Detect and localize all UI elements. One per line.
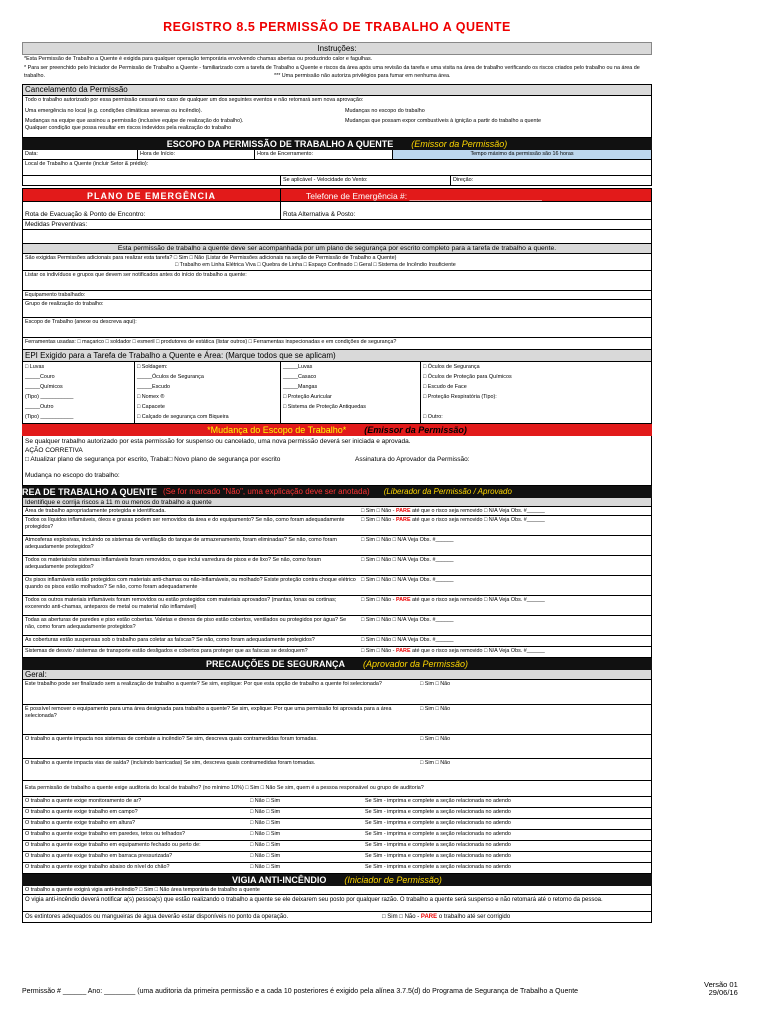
cancel-section xyxy=(22,84,652,96)
additional-permits-question[interactable]: São exigidas Permissões adicionais para realizar esta tarefa? □ Sim □ Não (Listar de Permissões adicionais na seção de Permissão de Trabalho a Quente) xyxy=(25,254,397,261)
area-item-text: Área de trabalho apropriadamente protegida e identificada. xyxy=(25,507,166,514)
work-type-options[interactable]: □ Não □ Sim xyxy=(250,808,281,815)
location-field[interactable]: Local de Trabalho a Quente (incluir Setor & prédio): xyxy=(25,160,149,167)
safety-plan-banner: Esta permissão de trabalho a quente deve ser acompanhada por um plano de segurança por escrito completo para a tarefa de trabalho a quente. xyxy=(117,244,557,252)
wind-direction-field[interactable]: Direção: xyxy=(453,176,474,183)
work-type-text: O trabalho a quente exige trabalho em paredes, tetos ou telhados? xyxy=(25,830,186,837)
instruction-line: * Para ser preenchido pelo Iniciador de Permissão de Trabalho a Quente - familiarizado com a tarefa de Trabalho a Quente e riscos da área após uma revisão da tarefa e uma visita na área de trabalho verificando os riscos criados pelo trabalho ou na área de trabalho. xyxy=(24,65,640,79)
cancel-bullet: Mudanças no escopo do trabalho xyxy=(345,107,425,114)
firewatch-question[interactable]: O trabalho a quente exigirá vigia anti-incêndio? □ Sim □ Não área temporária de trabalho a quente xyxy=(22,886,652,895)
area-item-text: Os pisos inflamáveis estão protegidos com materiais anti-chamas ou não-inflamáveis, ou molhado? Existe proteção contra choque elétrico quando os pisos estão molhados? Se não, como foram adequadamente xyxy=(25,576,356,590)
precaution-text: O trabalho a quente impacta vias de saída? (incluindo barricadas) Se sim, descreva quais contramedidas foram tomadas. xyxy=(25,759,316,766)
area-note: (Se for marcado "Não", uma explicação deve ser anotada) xyxy=(163,486,370,496)
precautions-header xyxy=(22,658,652,670)
additional-permits-options[interactable]: □ Trabalho em Linha Elétrica Viva □ Quebra de Linha □ Espaço Confinado □ Geral □ Sistema de Incêndio Insuficiente xyxy=(175,261,456,268)
permit-form xyxy=(22,14,652,923)
epi-col-welding[interactable]: □ Soldagem: _____Óculos de Segurança _____Escudo □ Nomex ® □ Capacete □ Calçado de segurança com Biqueira xyxy=(135,362,281,423)
work-type-row xyxy=(22,808,652,819)
emergency-phone-field[interactable]: Telefone de Emergência #: ____________________________ xyxy=(306,190,542,201)
work-scope-field[interactable]: Escopo de Trabalho (anexe ou descreva aqui): xyxy=(22,318,652,338)
version-date: 29/06/16 xyxy=(708,988,738,997)
start-time-field[interactable]: Hora de Início: xyxy=(138,150,255,159)
work-type-note: Se Sim - imprima e complete a seção relacionada no adendo xyxy=(365,852,511,859)
precaution-options[interactable]: □ Sim □ Não xyxy=(420,735,451,742)
area-item-options[interactable]: □ Sim □ Não - PARE até que o risco seja removido □ N/A Veja Obs. #______ xyxy=(361,596,545,603)
work-group-field[interactable]: Grupo de realização do trabalho: xyxy=(22,300,652,318)
firewatch-role: (Iniciador de Permissão) xyxy=(344,874,442,885)
area-item xyxy=(22,536,652,556)
preventive-measures-field[interactable]: Medidas Preventivas: xyxy=(25,220,88,228)
emergency-heading: PLANO DE EMERGÊNCIA xyxy=(23,189,281,201)
area-item-text: Todos os outros materiais inflamáveis foram removidos ou estão protegidos com materiais aprovados? (mantas, lonas ou cortinas; excerendo anti-chamas, anteparos de metal ou material não inflamável) xyxy=(25,596,337,610)
epi-col-eyes[interactable]: □ Óculos de Segurança □ Óculos de Proteção para Químicos □ Escudo de Face □ Proteção Respiratória (Tipo): □ Outro: xyxy=(423,363,512,420)
version-label: Versão 01 xyxy=(704,980,738,989)
area-checklist xyxy=(22,507,652,658)
extinguisher-question[interactable]: Os extintores adequados ou mangueiras de água deverão estar disponíveis no ponto da operação. □ Sim □ Não - PARE o trabalho até ser corrigido xyxy=(22,912,652,923)
area-item-options[interactable]: □ Sim □ Não □ N/A Veja Obs. #______ xyxy=(361,536,454,543)
work-type-note: Se Sim - imprima e complete a seção relacionada no adendo xyxy=(365,797,511,804)
change-role: (Emissor da Permissão) xyxy=(364,424,467,435)
additional-permits xyxy=(22,254,652,271)
area-item xyxy=(22,636,652,647)
area-item xyxy=(22,596,652,616)
area-item xyxy=(22,516,652,536)
instructions-text xyxy=(22,55,652,82)
footer-text: Permissão # ______ Ano: ________ (uma auditoria da primeira permissão e a cada 10 posteriores é exigido pela alínea 3.7.5(d) do Programa de Segurança de Trabalho a Quente xyxy=(22,988,579,995)
work-type-note: Se Sim - imprima e complete a seção relacionada no adendo xyxy=(365,830,511,837)
precaution-text: O trabalho a quente impacta nos sistemas de combate a incêndio? Se sim, descreva quais contramedidas foram tomadas. xyxy=(25,735,318,742)
corrective-action: AÇÃO CORRETIVA xyxy=(25,447,83,455)
alternate-route-field[interactable]: Rota Alternativa & Posto: xyxy=(283,210,356,218)
cancel-body xyxy=(22,96,652,138)
work-type-text: O trabalho a quente exige trabalho em barraca pressurizada? xyxy=(25,852,173,859)
cancel-bullet: Mudanças que possam expor combustíveis à ignição a partir do trabalho a quente xyxy=(345,118,541,125)
work-type-checklist xyxy=(22,797,652,874)
blank-row xyxy=(23,230,651,243)
cancel-heading: Cancelamento da Permissão xyxy=(23,85,651,95)
change-header xyxy=(22,424,652,436)
area-item-options[interactable]: □ Sim □ Não □ N/A Veja Obs. #______ xyxy=(361,556,454,563)
work-type-note: Se Sim - imprima e complete a seção relacionada no adendo xyxy=(365,808,511,815)
area-item-text: Todos os materiais/os sistemas inflamáveis foram removidos, o que inclui varredura de pisos e de lixo? Se não, como foram adequadamente protegidos? xyxy=(25,556,322,570)
corrective-options[interactable]: □ Atualizar plano de segurança por escrito, Trabal□ Novo plano de segurança por escrito xyxy=(25,456,281,464)
area-heading: REA DE TRABALHO A QUENTE xyxy=(22,486,157,497)
epi-col-clothing[interactable]: _____Luvas _____Casaco _____Mangas □ Proteção Auricular □ Sistema de Proteção Antiquedas xyxy=(281,362,421,423)
instruction-line: *** Uma permissão não autoriza privilégios para fumar em nenhuma área. xyxy=(274,73,451,80)
work-type-options[interactable]: □ Não □ Sim xyxy=(250,841,281,848)
change-heading: *Mudança do Escopo de Trabalho* xyxy=(207,424,347,435)
scope-heading: ESCOPO DA PERMISSÃO DE TRABALHO A QUENTE xyxy=(166,138,394,149)
area-item-options[interactable]: □ Sim □ Não - PARE até que o risco seja removido □ N/A Veja Obs. #______ xyxy=(361,516,545,523)
scope-header xyxy=(22,138,652,150)
work-type-text: O trabalho a quente exige trabalho em equipamento fechado ou perto de: xyxy=(25,841,201,848)
precaution-options[interactable]: □ Sim □ Não xyxy=(420,759,451,766)
max-duration-note: Tempo máximo da permissão são 16 horas xyxy=(393,150,651,159)
work-type-row xyxy=(22,863,652,874)
instruction-line: *Esta Permissão de Trabalho a Quente é exigida para qualquer operação temporária envolvendo chamas abertas ou produzindo calor e fagulhas. xyxy=(24,56,373,62)
area-item xyxy=(22,576,652,596)
work-type-row xyxy=(22,819,652,830)
page-title: REGISTRO 8.5 PERMISSÃO DE TRABALHO A QUENTE xyxy=(163,20,511,34)
area-item xyxy=(22,647,652,658)
version-info xyxy=(704,981,738,997)
evacuation-route-field[interactable]: Rota de Evacuação & Ponto de Encontro: xyxy=(23,202,281,219)
firewatch-notice: O vigia anti-incêndio deverá notificar a(s) pessoa(s) que estão realizando o trabalho a quente se ele deixarem seu posto por qualquer razão. O trabalho a quente será suspenso e não retomará até o retorno da pessoa. xyxy=(22,895,652,912)
firewatch-heading: VIGIA ANTI-INCÊNDIO xyxy=(232,874,327,885)
area-item-options[interactable]: □ Sim □ Não □ N/A Veja Obs. #______ xyxy=(361,576,454,583)
area-item-text: Todas as aberturas de paredes e piso estão cobertas. Valetas e drenos de piso estão cobertos, ventilados ou protegidos por água? Se não, como foram adequadamente protegidos? xyxy=(25,616,347,630)
area-item xyxy=(22,507,652,516)
firewatch-header xyxy=(22,874,652,886)
area-role: (Liberador da Permissão / Aprovado xyxy=(383,486,512,496)
change-notice: Se qualquer trabalho autorizado por esta permissão for suspenso ou cancelado, uma nova permissão deverá ser iniciada e aprovada. xyxy=(25,437,411,445)
precaution-text: Este trabalho pode ser finalizado sem a realização de trabalho a quente? Se sim, explique: Por que esta opção de trabalho a quente foi selecionada? xyxy=(25,680,382,687)
precaution-item xyxy=(22,705,652,735)
precaution-options[interactable]: □ Sim □ Não xyxy=(420,680,451,687)
work-type-note: Se Sim - imprima e complete a seção relacionada no adendo xyxy=(365,841,511,848)
wind-speed-field[interactable]: Se aplicável - Velocidade do Vento: xyxy=(281,176,451,185)
cancel-bullet: Uma emergência no local (e.g. condições climáticas severas ou incêndio). xyxy=(25,107,203,114)
tools-field[interactable]: Ferramentas usadas: □ maçarico □ soldador □ esmeril □ produtores de estática (listar outros) □ Ferramentas inspecionadas e em condições de segurança? xyxy=(22,338,652,350)
area-item-options[interactable]: □ Sim □ Não □ N/A Veja Obs. #______ xyxy=(361,636,454,643)
work-type-text: O trabalho a quente exige trabalho em campo? xyxy=(25,808,138,815)
emergency-header xyxy=(22,188,652,202)
instructions-box xyxy=(22,42,652,55)
area-item-text: As coberturas estão suspensas sob o trabalho para coletar as faíscas? Se não, como foram adequadamente protegidos? xyxy=(25,636,315,643)
general-heading: Geral: xyxy=(25,669,47,679)
area-item-text: Atmosferas explosivas, incluindo os sistemas de ventilação do tanque de armazenamento, foram eliminadas? Se não, como foram adequadamente protegidos? xyxy=(25,536,337,550)
work-type-note: Se Sim - imprima e complete a seção relacionada no adendo xyxy=(365,819,511,826)
precautions-checklist xyxy=(22,680,652,781)
cancel-intro: Todo o trabalho autorizado por essa permissão cessará no caso de qualquer um dos seguintes eventos e não retomará sem nova aprovação: xyxy=(25,96,364,103)
area-item-options[interactable]: □ Sim □ Não - PARE até que o risco seja removido □ N/A Veja Obs. #______ xyxy=(361,647,545,654)
work-type-row xyxy=(22,830,652,841)
work-type-options[interactable]: □ Não □ Sim xyxy=(250,797,281,804)
work-type-text: O trabalho a quente exige trabalho em altura? xyxy=(25,819,135,826)
precaution-options[interactable]: □ Sim □ Não xyxy=(420,705,451,712)
work-type-row xyxy=(22,841,652,852)
area-item xyxy=(22,556,652,576)
instructions-heading: Instruções: xyxy=(317,44,357,53)
area-item xyxy=(22,616,652,636)
precaution-text: É possível remover o equipamento para uma área designada para trabalho a quente? Se sim, explique: Por que uma permissão foi aprovada para a área selecionada? xyxy=(25,705,392,719)
precautions-role: (Aprovador da Permissão) xyxy=(362,658,469,669)
scope-role: (Emissor da Permissão) xyxy=(411,138,508,149)
work-type-text: O trabalho a quente exige trabalho abaixo do nível do chão? xyxy=(25,863,170,870)
work-type-row xyxy=(22,852,652,863)
change-body xyxy=(22,436,652,486)
precaution-item xyxy=(22,680,652,705)
work-type-options[interactable]: □ Não □ Sim xyxy=(250,863,281,870)
precaution-item xyxy=(22,735,652,759)
area-subheading: Identifique e corrija riscos a 11 m ou menos do trabalho a quente xyxy=(25,498,212,506)
cancel-bullet: Mudanças na equipe que assinou a permissão (inclusive equipe de realização do trabalho). xyxy=(25,118,244,125)
approver-signature-field[interactable]: Assinatura do Aprovador da Permissão: xyxy=(355,456,470,464)
epi-grid xyxy=(22,362,652,424)
work-type-options[interactable]: □ Não □ Sim xyxy=(250,830,281,837)
work-type-note: Se Sim - imprima e complete a seção relacionada no adendo xyxy=(365,863,511,870)
area-item-options[interactable]: □ Sim □ Não - PARE até que o risco seja removido □ N/A Veja Obs. #______ xyxy=(361,507,545,514)
date-field[interactable]: Data: xyxy=(23,150,138,159)
audit-question[interactable]: Esta permissão de trabalho a quente exige auditoria do local de trabalho? (no mínimo 10%) □ Sim □ Não Se sim, quem é a pessoa responsável ou grupo de auditoria? xyxy=(22,781,652,797)
end-time-field[interactable]: Hora de Encerramento: xyxy=(255,150,393,159)
area-item-options[interactable]: □ Sim □ Não □ N/A Veja Obs. #______ xyxy=(361,616,454,623)
work-type-options[interactable]: □ Não □ Sim xyxy=(250,852,281,859)
work-type-options[interactable]: □ Não □ Sim xyxy=(250,819,281,826)
blank-cell xyxy=(23,176,281,185)
cancel-bullet: Qualquer condição que possa resultar em riscos indevidos pela realização do trabalho xyxy=(25,125,232,132)
equipment-field[interactable]: Equipamento trabalhado: xyxy=(22,291,652,300)
area-header xyxy=(22,486,652,498)
work-type-row xyxy=(22,797,652,808)
epi-col-gloves[interactable]: □ Luvas _____Couro _____Químicos (Tipo) ___________ _____Outro (Tipo) ___________ xyxy=(23,362,135,423)
area-item-text: Todos os líquidos inflamáveis, óleos e graxas podem ser removidos da área e do equipamento? Se não, como foram adequadamente protegidos? xyxy=(25,516,345,530)
notify-field[interactable]: Listar os indivíduos e grupos que devem ser notificados antes do início do trabalho a quente: xyxy=(22,271,652,291)
area-item-text: Sistemas de desvio / sistemas de transporte estão desligados e cobertos para proteger que as faíscas se desloquem? xyxy=(25,647,308,654)
work-type-text: O trabalho a quente exige monitoramento de ar? xyxy=(25,797,142,804)
precaution-item xyxy=(22,759,652,781)
precautions-heading: PRECAUÇÕES DE SEGURANÇA xyxy=(205,658,345,669)
epi-heading: EPI Exigido para a Tarefa de Trabalho a Quente e Área: (Marque todos que se aplicam) xyxy=(25,350,336,360)
scope-change-field[interactable]: Mudança no escopo do trabalho: xyxy=(25,471,120,479)
